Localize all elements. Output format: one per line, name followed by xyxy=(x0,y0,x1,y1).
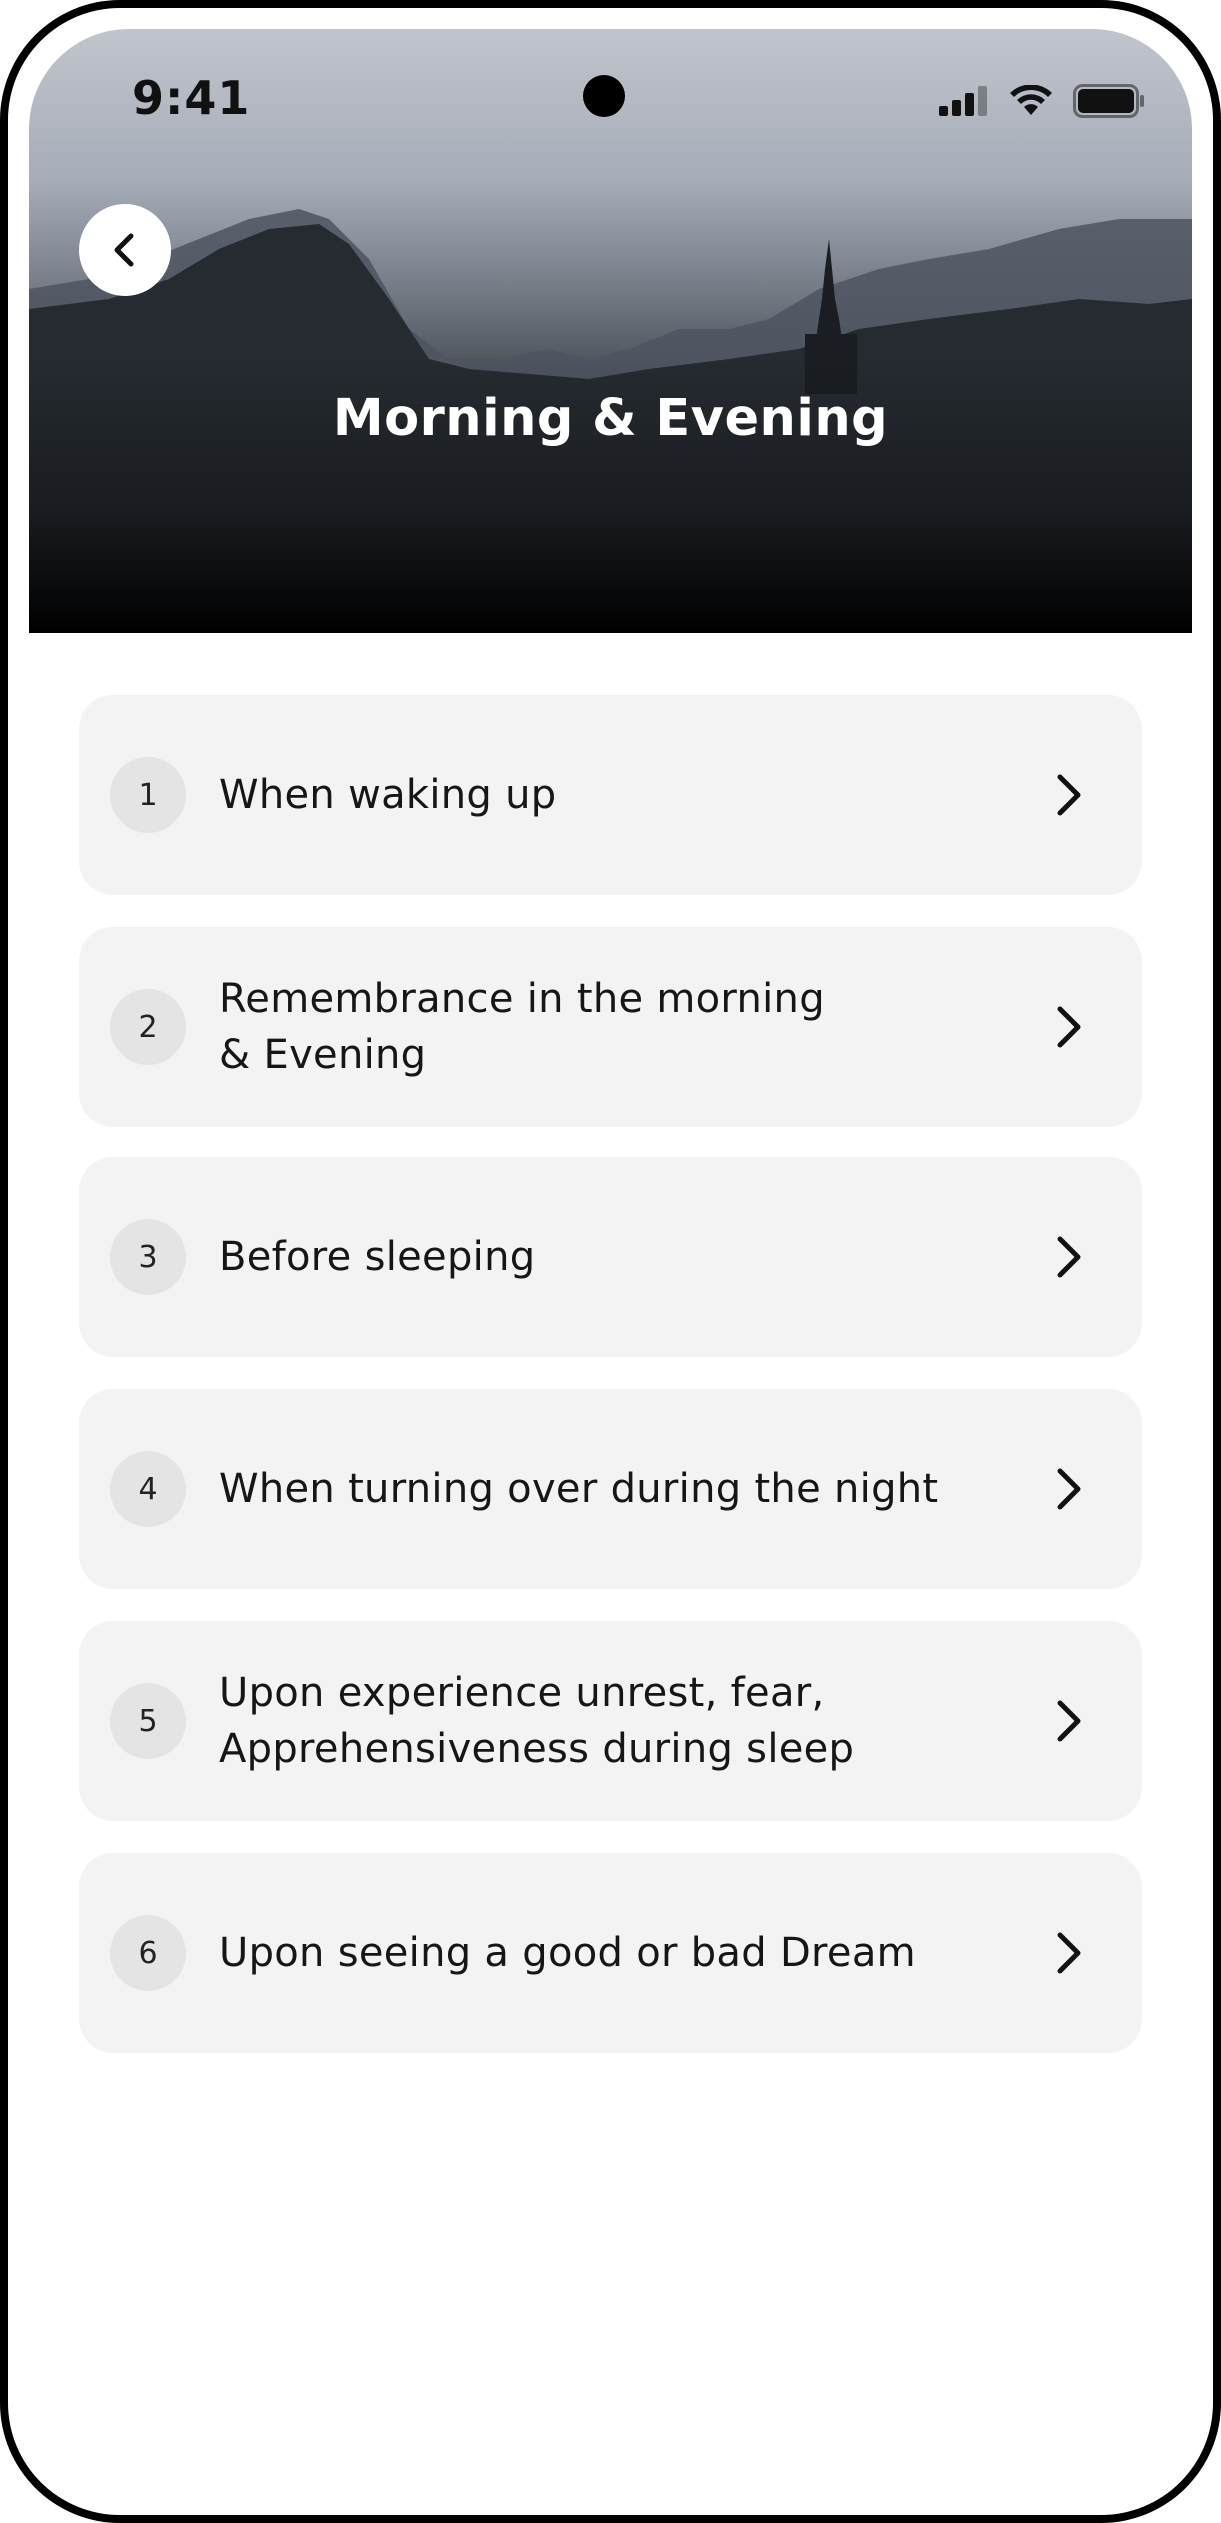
header-hero-image xyxy=(29,29,1192,633)
list-item[interactable] xyxy=(79,1157,1142,1357)
item-number-badge: 5 xyxy=(110,1683,186,1759)
list-item-label: When waking up xyxy=(219,772,557,818)
list-item[interactable] xyxy=(79,1621,1142,1821)
list-item-label: Remembrance in the morning & Evening xyxy=(219,976,825,1078)
app-screen xyxy=(29,29,1192,2494)
chevron-right-icon xyxy=(1044,771,1092,819)
back-button[interactable] xyxy=(79,204,171,296)
list-item-label: Before sleeping xyxy=(219,1234,536,1280)
status-time: 9:41 xyxy=(132,71,251,125)
status-bar xyxy=(29,29,1192,149)
item-number-badge: 1 xyxy=(110,757,186,833)
list-item-label: Upon experience unrest, fear, Apprehensiveness during sleep xyxy=(219,1670,855,1772)
chevron-right-icon xyxy=(1044,1465,1092,1513)
wifi-icon xyxy=(1009,85,1053,117)
chevron-right-icon xyxy=(1044,1697,1092,1745)
list-item[interactable] xyxy=(79,1853,1142,2053)
item-number-badge: 4 xyxy=(110,1451,186,1527)
item-number-badge: 3 xyxy=(110,1219,186,1295)
list-item[interactable] xyxy=(79,927,1142,1127)
front-camera xyxy=(583,75,625,117)
list-item-label: Upon seeing a good or bad Dream xyxy=(219,1930,916,1976)
cellular-signal-icon xyxy=(939,86,989,116)
status-icons xyxy=(939,81,1145,121)
chevron-right-icon xyxy=(1044,1929,1092,1977)
page-title: Morning & Evening xyxy=(332,389,889,448)
item-number-badge: 6 xyxy=(110,1915,186,1991)
list-item[interactable] xyxy=(79,695,1142,895)
battery-icon xyxy=(1073,84,1145,118)
item-number-badge: 2 xyxy=(110,989,186,1065)
chevron-right-icon xyxy=(1044,1003,1092,1051)
list-item[interactable] xyxy=(79,1389,1142,1589)
chevron-left-icon xyxy=(105,230,145,270)
chevron-right-icon xyxy=(1044,1233,1092,1281)
list-item-label: When turning over during the night xyxy=(219,1466,939,1512)
